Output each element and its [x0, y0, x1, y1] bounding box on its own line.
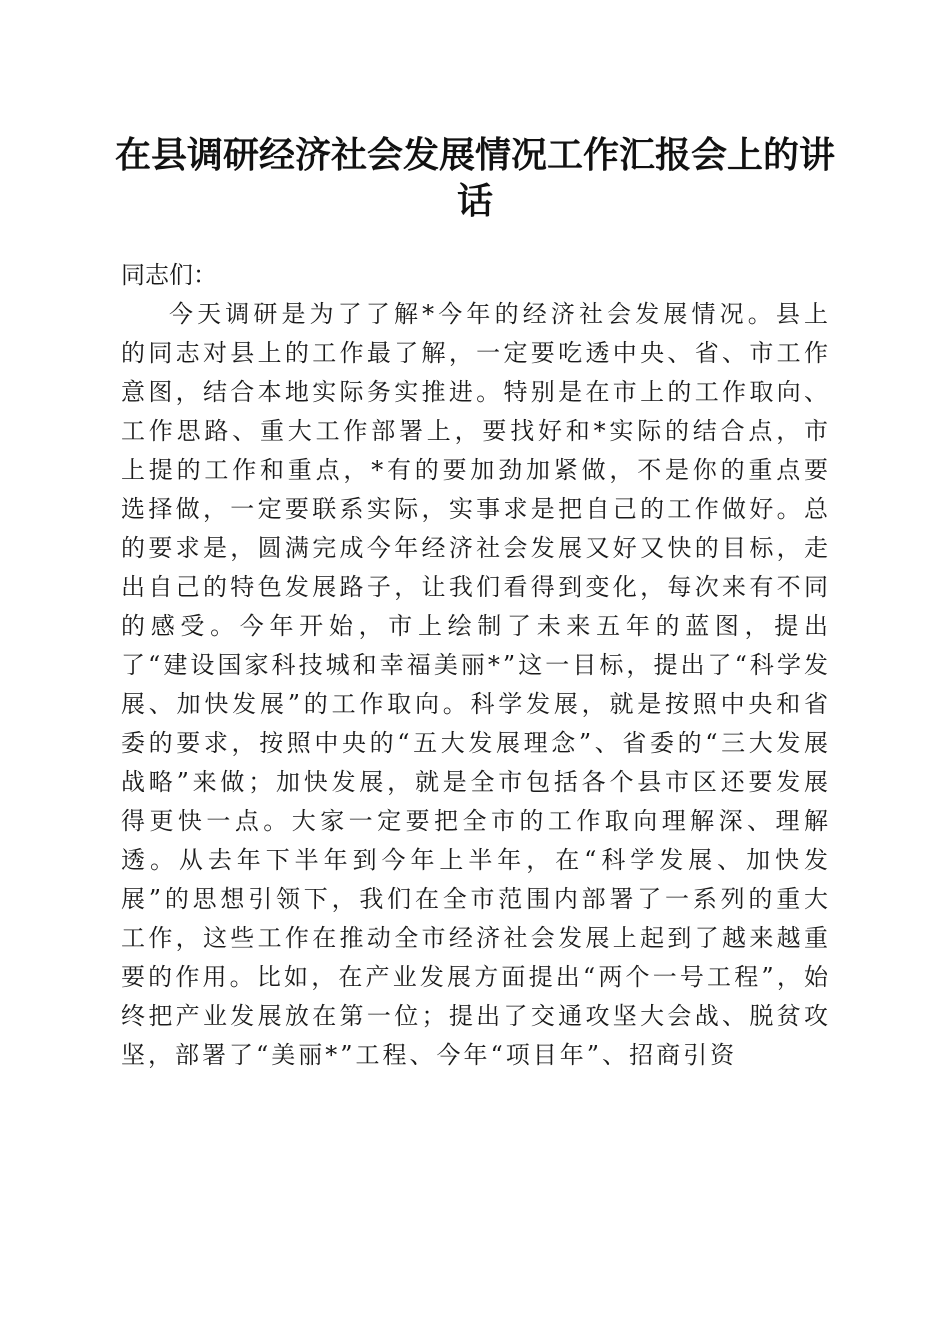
document-body — [121, 256, 831, 1075]
salutation: 同志们： — [121, 261, 217, 289]
document-title: 在县调研经济社会发展情况工作汇报会上的讲话 — [114, 134, 835, 222]
body-paragraph: 今天调研是为了了解*今年的经济社会发展情况。县上的同志对县上的工作最了解，一定要吃透中央、省、市工作意图，结合本地实际务实推进。特别是在市上的工作取向、工作思路、重大工作部署上，要找好和*实际的结合点，市上提的工作和重点，*有的要加劲加紧做，不是你的重点要选择做，一定要联系实际，实事求是把自己的工作做好。总的要求是，圆满完成今年经济社会发展又好又快的目标，走出自己的特色发展路子，让我们看得到变化，每次来有不同的感受。今年开始，市上绘制了未来五年的蓝图，提出了“建设国家科技城和幸福美丽*”这一目标，提出了“科学发展、加快发展”的工作取向。科学发展，就是按照中央和省委的要求，按照中央的“五大发展理念”、省委的“三大发展战略”来做；加快发展，就是全市包括各个县市区还要发展得更快一点。大家一定要把全市的工作取向理解深、理解透。从去年下半年到今年上半年，在“科学发展、加快发展”的思想引领下，我们在全市范围内部署了一系列的重大工作，这些工作在推动全市经济社会发展上起到了越来越重要的作用。比如，在产业发展方面提出“两个一号工程”，始终把产业发展放在第一位；提出了交通攻坚大会战、脱贫攻坚，部署了“美丽*”工程、今年“项目年”、招商引资 — [121, 300, 831, 1069]
